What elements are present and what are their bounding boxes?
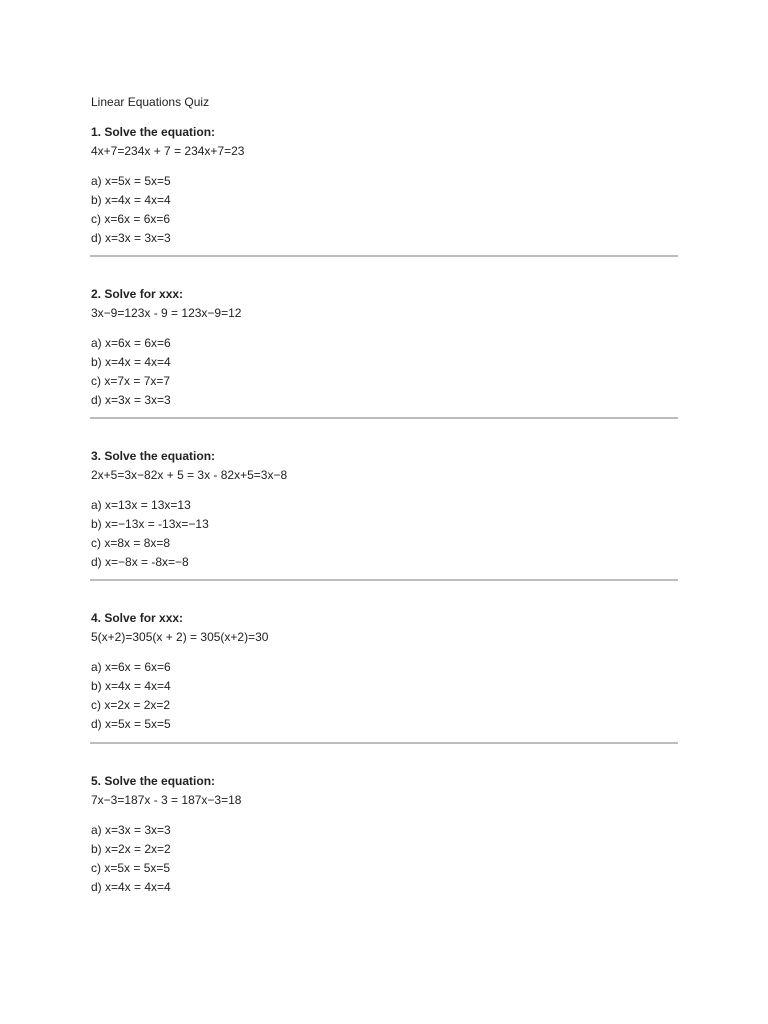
quiz-title: Linear Equations Quiz	[91, 95, 210, 109]
question-title: 5. Solve the equation:	[91, 774, 216, 788]
option-d: d) x=3x = 3x=3	[91, 231, 171, 245]
option-d: d) x=5x = 5x=5	[91, 717, 171, 731]
option-b: b) x=4x = 4x=4	[91, 679, 171, 693]
question-divider	[90, 579, 678, 581]
option-b: b) x=4x = 4x=4	[91, 355, 171, 369]
question-1	[91, 124, 679, 249]
option-a: a) x=6x = 6x=6	[91, 336, 171, 350]
option-b: b) x=2x = 2x=2	[91, 842, 171, 856]
question-2	[91, 286, 679, 411]
option-b: b) x=−13x = -13x=−13	[91, 517, 209, 531]
option-d: d) x=4x = 4x=4	[91, 880, 171, 894]
option-a: a) x=6x = 6x=6	[91, 660, 171, 674]
option-a: a) x=13x = 13x=13	[91, 498, 191, 512]
question-divider	[90, 255, 678, 257]
question-title: 3. Solve the equation:	[91, 449, 216, 463]
option-d: d) x=−8x = -8x=−8	[91, 555, 189, 569]
question-equation: 5(x+2)=305(x + 2) = 305(x+2)=30	[91, 630, 269, 644]
option-d: d) x=3x = 3x=3	[91, 393, 171, 407]
question-divider	[90, 742, 678, 744]
question-equation: 2x+5=3x−82x + 5 = 3x - 82x+5=3x−8	[91, 468, 288, 482]
option-b: b) x=4x = 4x=4	[91, 193, 171, 207]
question-equation: 3x−9=123x - 9 = 123x−9=12	[91, 306, 242, 320]
question-title: 2. Solve for xxx:	[91, 287, 184, 301]
option-c: c) x=7x = 7x=7	[91, 374, 171, 388]
question-equation: 4x+7=234x + 7 = 234x+7=23	[91, 144, 245, 158]
option-c: c) x=6x = 6x=6	[91, 212, 171, 226]
question-title: 1. Solve the equation:	[91, 125, 216, 139]
option-a: a) x=5x = 5x=5	[91, 174, 171, 188]
option-c: c) x=2x = 2x=2	[91, 698, 171, 712]
question-title: 4. Solve for xxx:	[91, 611, 184, 625]
question-4	[91, 610, 679, 735]
option-c: c) x=5x = 5x=5	[91, 861, 171, 875]
question-equation: 7x−3=187x - 3 = 187x−3=18	[91, 793, 242, 807]
question-5	[91, 773, 679, 898]
option-a: a) x=3x = 3x=3	[91, 823, 171, 837]
question-divider	[90, 417, 678, 419]
option-c: c) x=8x = 8x=8	[91, 536, 171, 550]
question-3	[91, 448, 679, 573]
